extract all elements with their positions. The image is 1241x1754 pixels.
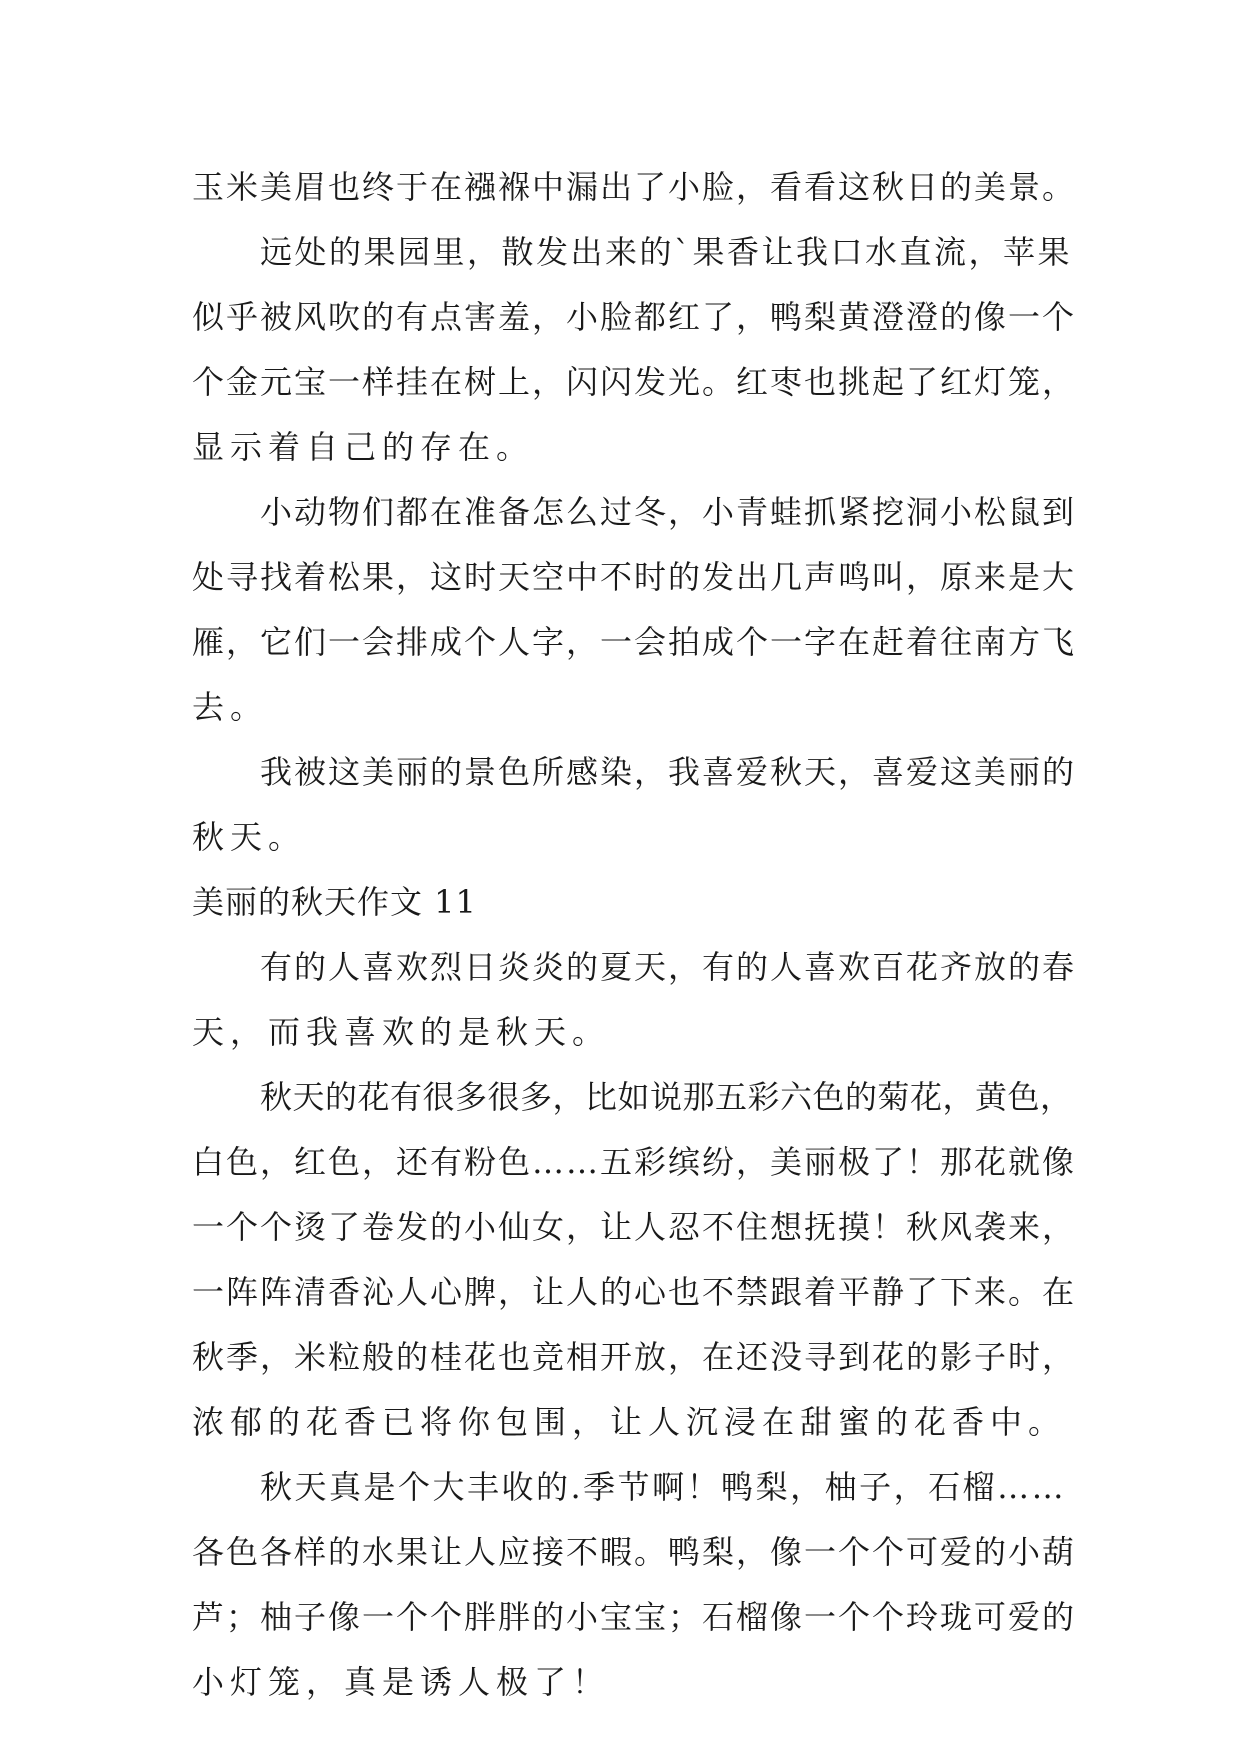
text-line: 雁，它们一会排成个人字，一会拍成个一字在赶着往南方飞	[192, 623, 1077, 661]
paragraph-start-line: 远处的果园里，散发出来的`果香让我口水直流，苹果	[260, 233, 1073, 271]
paragraph-start-line: 小动物们都在准备怎么过冬，小青蛙抓紧挖洞小松鼠到	[260, 493, 1077, 531]
text-line: 天，而我喜欢的是秋天。	[192, 1013, 611, 1051]
text-line: 个金元宝一样挂在树上，闪闪发光。红枣也挑起了红灯笼，	[192, 363, 1077, 401]
text-line: 芦；柚子像一个个胖胖的小宝宝；石榴像一个个玲珑可爱的	[192, 1598, 1077, 1636]
text-line: 一阵阵清香沁人心脾，让人的心也不禁跟着平静了下来。在	[192, 1273, 1077, 1311]
paragraph-start-line: 秋天的花有很多很多，比如说那五彩六色的菊花，黄色，	[260, 1078, 1073, 1116]
document-body	[192, 155, 1076, 1715]
text-line: 各色各样的水果让人应接不暇。鸭梨，像一个个可爱的小葫	[192, 1533, 1077, 1571]
paragraph-start-line: 有的人喜欢烈日炎炎的夏天，有的人喜欢百花齐放的春	[260, 948, 1077, 986]
text-line: 一个个烫了卷发的小仙女，让人忍不住想抚摸！秋风袭来，	[192, 1208, 1077, 1246]
paragraph-start-line: 秋天真是个大丰收的.季节啊！鸭梨，柚子，石榴……	[260, 1468, 1067, 1506]
text-line: 秋天。	[192, 818, 307, 856]
text-line: 处寻找着松果，这时天空中不时的发出几声鸣叫，原来是大	[192, 558, 1077, 596]
paragraph-start-line: 我被这美丽的景色所感染，我喜爱秋天，喜爱这美丽的	[260, 753, 1077, 791]
text-line: 白色，红色，还有粉色……五彩缤纷，美丽极了！那花就像	[192, 1143, 1077, 1181]
text-line: 玉米美眉也终于在襁褓中漏出了小脸，看看这秋日的美景。	[192, 168, 1077, 206]
text-line: 似乎被风吹的有点害羞，小脸都红了，鸭梨黄澄澄的像一个	[192, 298, 1077, 336]
text-line: 去。	[192, 688, 269, 726]
text-line: 浓郁的花香已将你包围，让人沉浸在甜蜜的花香中。	[192, 1403, 1067, 1441]
text-line: 秋季，米粒般的桂花也竞相开放，在还没寻到花的影子时，	[192, 1338, 1077, 1376]
section-heading: 美丽的秋天作文 11	[192, 883, 477, 921]
text-line: 小灯笼，真是诱人极了！	[192, 1663, 611, 1701]
text-line: 显示着自己的存在。	[192, 428, 535, 466]
